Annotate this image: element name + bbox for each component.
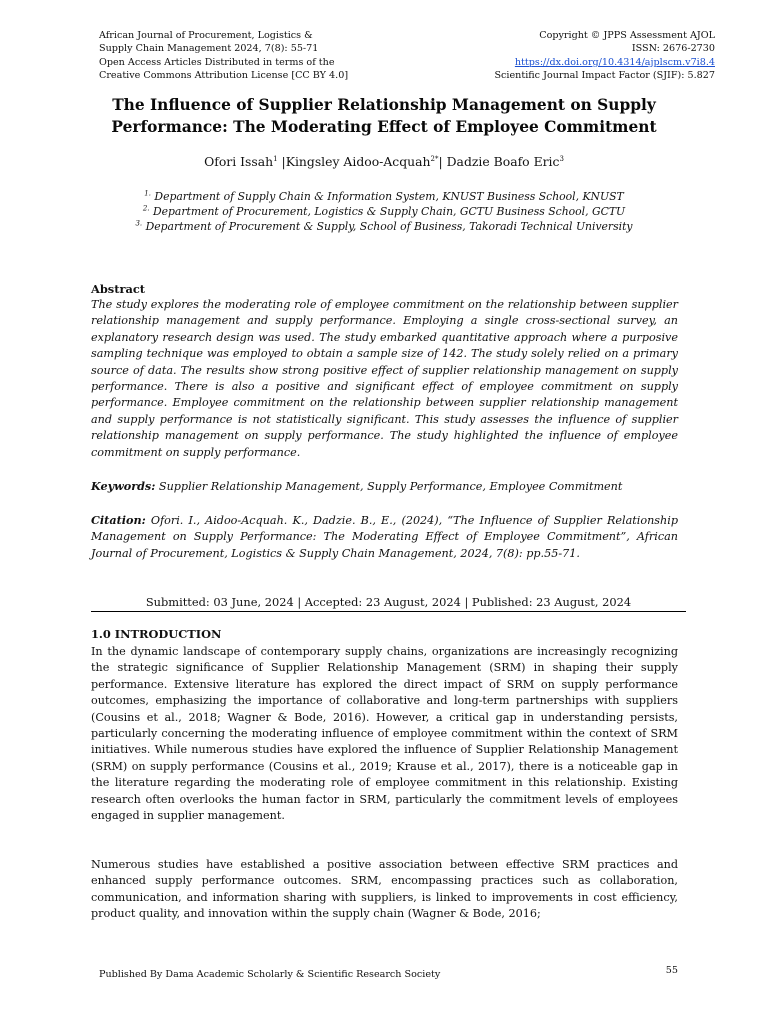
divider bbox=[91, 611, 686, 612]
author-list bbox=[80, 154, 688, 170]
keywords-text: Supplier Relationship Management, Supply Performance, Employee Commitment bbox=[155, 480, 623, 493]
title-line: Performance: The Moderating Effect of Employee Commitment bbox=[111, 118, 657, 136]
doi-link[interactable]: https://dx.doi.org/10.4314/ajplscm.v7i8.4 bbox=[514, 56, 715, 68]
abstract-text: The study explores the moderating role of employee commitment on the relationship between supplier relationship management and supply performance. Employing a single cross-sectional survey, an explanatory research design was used. The study embarked quantitative approach where a purposive sampling technique was employed to obtain a sample size of 142. The study solely relied on a primary source of data. The results show strong positive effect of supplier relationship management on supply performance. There is also a positive and significant effect of employee commitment on supply performance. Employee commitment on the relationship between supplier relationship management and supply performance is not statistically significant. This study assesses the influence of supplier relationship management on supply performance. The study highlighted the influence of employee commitment on supply performance. bbox=[91, 298, 678, 459]
journal-info bbox=[99, 29, 348, 83]
journal-info-line: Open Access Articles Distributed in terms of the bbox=[99, 56, 335, 68]
keywords-label: Keywords: bbox=[91, 479, 156, 493]
journal-info-line: Supply Chain Management 2024, 7(8): 55-71 bbox=[99, 43, 319, 55]
citation-text: Ofori. I., Aidoo-Acquah. K., Dadzie. B., E., (2024), “The Influence of Supplier Relationship Management on Supply Performance: The Moderating Effect of Employee Commitment”, African Journal of Procurement, Logistics & Supply Chain Management, 2024, 7(8): pp.55-71. bbox=[91, 514, 678, 560]
paper-title bbox=[80, 94, 688, 138]
affiliation-mark: 2. bbox=[142, 204, 150, 213]
author-affil-mark: 1 bbox=[273, 154, 278, 163]
author-name: Dadzie Boafo Eric bbox=[446, 154, 560, 169]
copyright-line: Copyright © JPPS Assessment AJOL bbox=[539, 30, 715, 41]
affiliation bbox=[80, 204, 688, 219]
affiliation-mark: 1. bbox=[144, 189, 151, 198]
keywords bbox=[91, 478, 678, 495]
title-line: The Influence of Supplier Relationship Management on Supply bbox=[112, 96, 656, 114]
affiliation bbox=[80, 189, 688, 204]
author-separator: | bbox=[438, 154, 447, 169]
author-affil-mark: 2* bbox=[430, 154, 439, 163]
affiliation-text: Department of Procurement, Logistics & Supply Chain, GCTU Business School, GCTU bbox=[149, 205, 626, 218]
affiliation-text: Department of Procurement & Supply, School of Business, Takoradi Technical University bbox=[142, 220, 633, 233]
citation bbox=[91, 512, 678, 562]
affiliation bbox=[80, 219, 688, 234]
affiliation-text: Department of Supply Chain & Information System, KNUST Business School, KNUST bbox=[150, 190, 624, 203]
section-heading: 1.0 INTRODUCTION bbox=[91, 627, 222, 641]
paragraph: Numerous studies have established a positive association between effective SRM practices and enhanced supply performance outcomes. SRM, encompassing practices such as collaboration, communication, and information sharing with suppliers, is linked to improvements in cost efficiency, product quality, and innovation within the supply chain (Wagner & Bode, 2016; bbox=[91, 858, 678, 921]
paragraph: In the dynamic landscape of contemporary supply chains, organizations are increasingly recognizing the strategic significance of Supplier Relationship Management (SRM) in shaping their supply performance. Extensive literature has explored the direct impact of SRM on supply performance outcomes, emphasizing the importance of collaborative and long-term partnerships with suppliers (Cousins et al., 2018; Wagner & Bode, 2016). However, a critical gap in understanding persists, particularly concerning the moderating influence of employee commitment within the context of SRM initiatives. While numerous studies have explored the influence of Supplier Relationship Management (SRM) on supply performance (Cousins et al., 2019; Krause et al., 2017), there is a noticeable gap in the literature regarding the moderating role of employee commitment in this relationship. Existing research often overlooks the human factor in SRM, particularly the commitment levels of employees engaged in supplier management. bbox=[91, 645, 678, 823]
citation-label: Citation: bbox=[91, 513, 146, 527]
abstract-heading: Abstract bbox=[91, 282, 146, 296]
author-separator: | bbox=[277, 154, 286, 169]
affiliation-mark: 3. bbox=[135, 219, 143, 228]
publisher-footer: Published By Dama Academic Scholarly & Scientific Research Society bbox=[99, 969, 441, 980]
affiliation-list bbox=[80, 189, 688, 234]
issn-line: ISSN: 2676-2730 bbox=[631, 43, 715, 55]
page-number: 55 bbox=[665, 965, 678, 976]
journal-meta bbox=[455, 29, 715, 83]
journal-info-line: Creative Commons Attribution License [CC BY 4.0] bbox=[99, 70, 349, 82]
publication-dates: Submitted: 03 June, 2024 | Accepted: 23 August, 2024 | Published: 23 August, 2024 bbox=[145, 595, 632, 609]
journal-info-line: African Journal of Procurement, Logistics & bbox=[99, 30, 313, 41]
author-name: Ofori Issah bbox=[204, 154, 274, 169]
author-name: Kingsley Aidoo-Acquah bbox=[285, 154, 431, 169]
author-affil-mark: 3 bbox=[559, 154, 564, 163]
impact-factor-line: Scientific Journal Impact Factor (SJIF): 5.827 bbox=[494, 70, 715, 82]
